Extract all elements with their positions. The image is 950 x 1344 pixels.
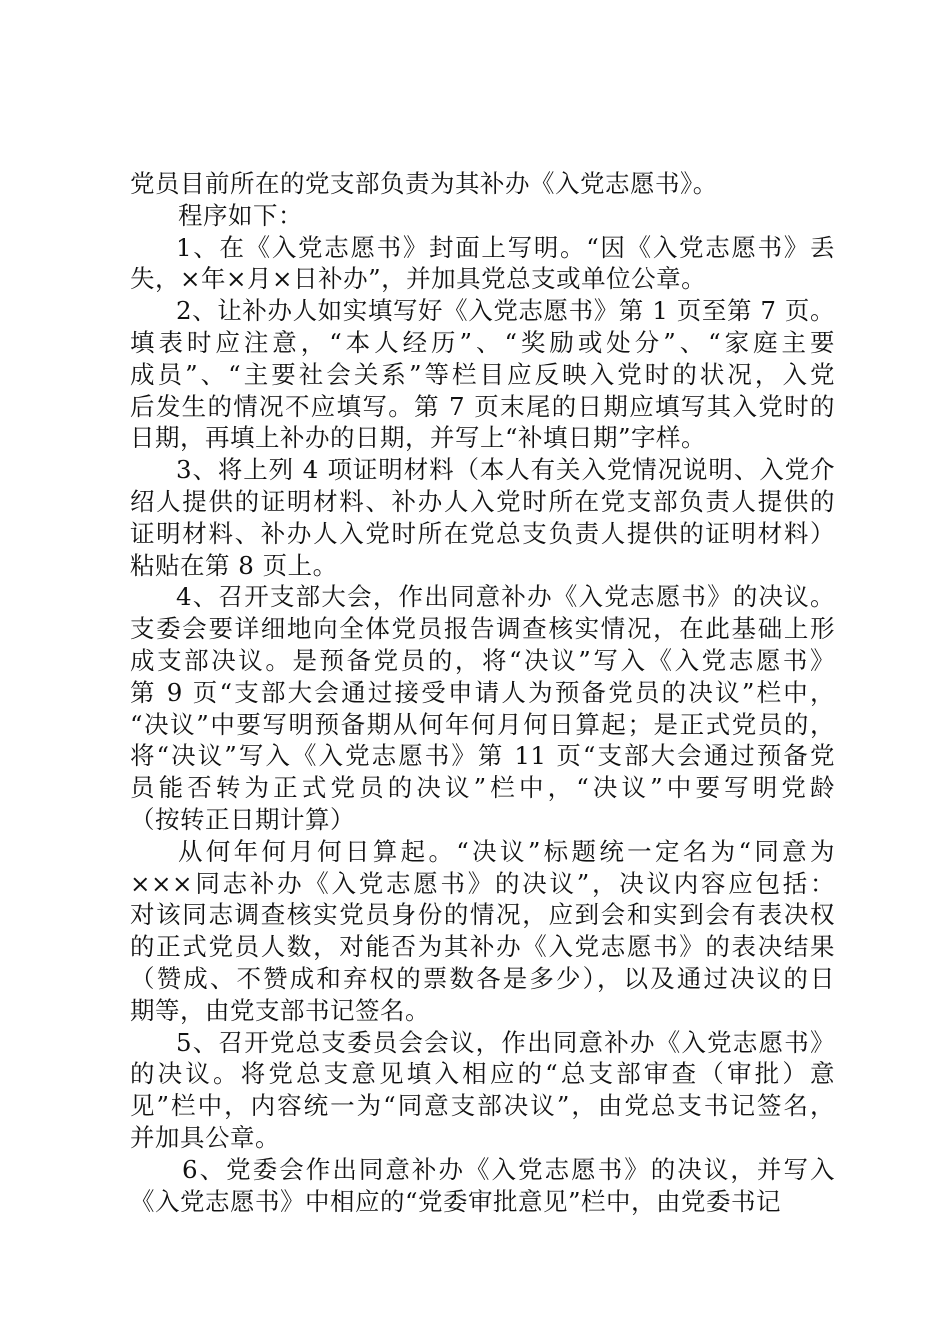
text-line: 6、党委会作出同意补办《入党志愿书》的决议，并写入 [182, 1154, 835, 1184]
paragraph [130, 581, 835, 835]
text-line: 5、召开党总支委员会会议，作出同意补办《入党志愿书》 [176, 1027, 835, 1057]
text-line: 对该同志调查核实党员身份的情况，应到会和实到会有表决权 [130, 900, 835, 930]
text-line: 3、将上列 4 项证明材料（本人有关入党情况说明、入党介 [176, 455, 835, 485]
text-line: 期等，由党支部书记签名。 [130, 995, 430, 1025]
text-line: “决议”中要写明预备期从何年何月何日算起；是正式党员的， [130, 709, 835, 739]
text-line: 的正式党员人数，对能否为其补办《入党志愿书》的表决结果 [130, 932, 835, 962]
text-line: 证明材料、补办人入党时所在党总支负责人提供的证明材料） [130, 518, 835, 548]
text-line: 绍人提供的证明材料、补办人入党时所在党支部负责人提供的 [130, 486, 835, 516]
text-line: 粘贴在第 8 页上。 [130, 550, 338, 580]
paragraph [130, 454, 835, 581]
text-line: 后发生的情况不应填写。第 7 页末尾的日期应填写其入党时的 [130, 391, 835, 421]
text-line: 失，×年×月×日补办”，并加具党总支或单位公章。 [130, 264, 707, 294]
text-line: 将“决议”写入《入党志愿书》第 11 页“支部大会通过预备党 [130, 741, 835, 771]
text-line: （按转正日期计算） [130, 804, 355, 834]
text-line: 《入党志愿书》中相应的“党委审批意见”栏中，由党委书记 [130, 1186, 782, 1216]
text-line: 成支部决议。是预备党员的，将“决议”写入《入党志愿书》 [130, 645, 835, 675]
text-line: 并加具公章。 [130, 1122, 280, 1152]
text-line: 员能否转为正式党员的决议”栏中，“决议”中要写明党龄 [130, 773, 835, 803]
text-line: 成员”、“主要社会关系”等栏目应反映入党时的状况，入党 [130, 359, 835, 389]
paragraph [130, 200, 835, 232]
text-line: 支委会要详细地向全体党员报告调查核实情况，在此基础上形 [130, 614, 835, 644]
text-line: 4、召开支部大会，作出同意补办《入党志愿书》的决议。 [176, 582, 835, 612]
paragraph [130, 836, 835, 1027]
text-line: 见”栏中，内容统一为“同意支部决议”，由党总支书记签名， [130, 1091, 835, 1121]
text-line: 程序如下： [178, 200, 303, 230]
paragraph [130, 232, 835, 296]
paragraph [130, 295, 835, 454]
text-line: 的决议。将党总支意见填入相应的“总支部审查（审批）意 [130, 1059, 835, 1089]
paragraph [130, 1027, 835, 1154]
text-line: 2、让补办人如实填写好《入党志愿书》第 1 页至第 7 页。 [176, 296, 835, 326]
text-line: ×××同志补办《入党志愿书》的决议”，决议内容应包括： [130, 868, 835, 898]
text-line: 从何年何月何日算起。“决议”标题统一定名为“同意为 [178, 836, 835, 866]
document-body [130, 168, 835, 1217]
text-line: 日期，再填上补办的日期，并写上“补填日期”字样。 [130, 423, 707, 453]
paragraph [130, 1154, 835, 1218]
text-line: 1、在《入党志愿书》封面上写明。“因《入党志愿书》丢 [176, 232, 835, 262]
text-line: 填表时应注意，“本人经历”、“奖励或处分”、“家庭主要 [130, 327, 835, 357]
paragraph [130, 168, 835, 200]
text-line: 第 9 页“支部大会通过接受申请人为预备党员的决议”栏中， [130, 677, 835, 707]
text-line: 党员目前所在的党支部负责为其补办《入党志愿书》。 [130, 169, 718, 198]
text-line: （赞成、不赞成和弃权的票数各是多少），以及通过决议的日 [130, 963, 835, 993]
